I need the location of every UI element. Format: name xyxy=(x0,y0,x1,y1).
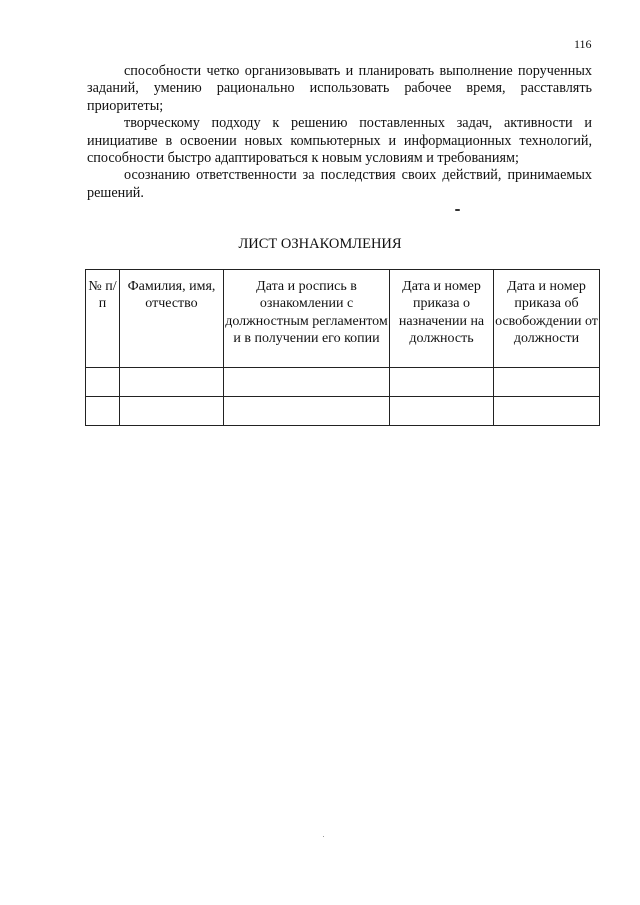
paragraph: способности четко организовывать и планировать выполнение порученных заданий, умению рационально использовать рабочее время, расставлять приоритеты; xyxy=(87,63,592,114)
table-cell xyxy=(494,397,600,426)
scan-mark xyxy=(455,209,460,211)
table-cell xyxy=(224,397,390,426)
header-dismissal-order: Дата и номер приказа об освобождении от должности xyxy=(494,270,600,368)
page-number: 116 xyxy=(574,37,592,51)
paragraph: осознанию ответственности за последствия своих действий, принимаемых решений. xyxy=(87,167,592,201)
table-cell xyxy=(120,397,224,426)
table-row xyxy=(86,368,600,397)
header-number: № п/п xyxy=(86,270,120,368)
acknowledgement-table xyxy=(85,269,600,426)
header-appointment-order: Дата и номер приказа о назначении на должность xyxy=(390,270,494,368)
table-cell xyxy=(390,397,494,426)
table-row xyxy=(86,397,600,426)
header-full-name: Фамилия, имя, отчество xyxy=(120,270,224,368)
table-cell xyxy=(120,368,224,397)
table-cell xyxy=(224,368,390,397)
header-signature-date: Дата и роспись в ознакомлении с должностным регламентом и в получении его копии xyxy=(224,270,390,368)
section-title: ЛИСТ ОЗНАКОМЛЕНИЯ xyxy=(238,236,402,252)
table-header-row xyxy=(86,270,600,368)
table-cell xyxy=(494,368,600,397)
table-cell xyxy=(86,368,120,397)
table-cell xyxy=(390,368,494,397)
paragraph: творческому подходу к решению поставленных задач, активности и инициативе в освоении новых компьютерных и информационных технологий, способности быстро адаптироваться к новым условиям и требованиям; xyxy=(87,115,592,167)
scan-dot xyxy=(323,836,324,837)
body-text xyxy=(87,63,592,202)
table-cell xyxy=(86,397,120,426)
